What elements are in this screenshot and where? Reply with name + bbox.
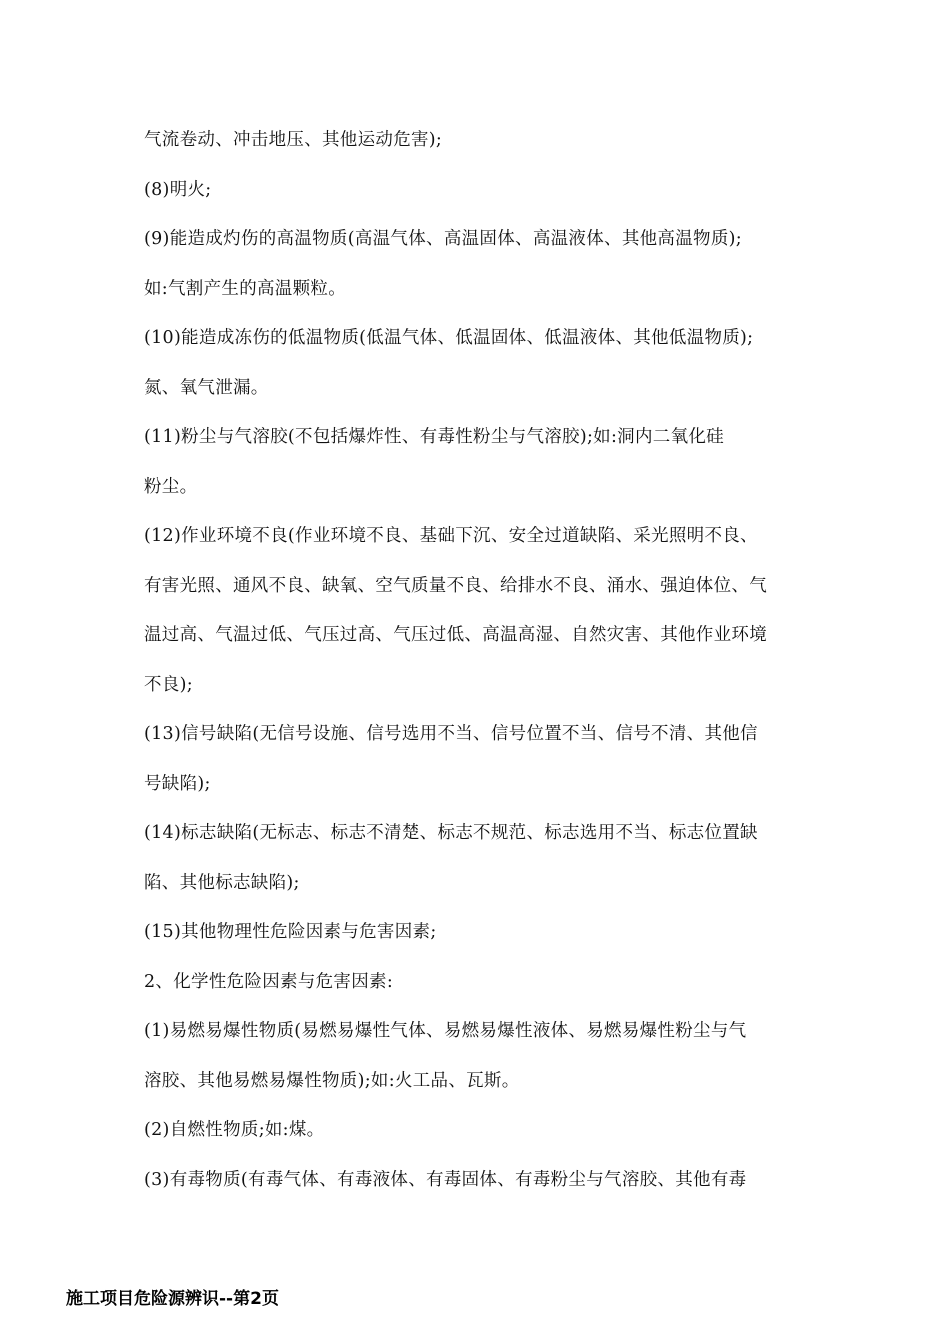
- text-line: 粉尘。: [144, 476, 198, 497]
- page-footer: 施工项目危险源辨识--第2页: [66, 1289, 279, 1309]
- text-line: (3)有毒物质(有毒气体、有毒液体、有毒固体、有毒粉尘与气溶胶、其他有毒: [144, 1169, 747, 1190]
- text-line: 溶胶、其他易燃易爆性物质);如:火工品、瓦斯。: [144, 1070, 520, 1091]
- text-line: (12)作业环境不良(作业环境不良、基础下沉、安全过道缺陷、采光照明不良、: [144, 526, 758, 546]
- text-line: (14)标志缺陷(无标志、标志不清楚、标志不规范、标志选用不当、标志位置缺: [144, 823, 758, 843]
- text-line: (11)粉尘与气溶胶(不包括爆炸性、有毒性粉尘与气溶胶);如:洞内二氧化硅: [144, 427, 724, 447]
- text-line: 不良);: [144, 674, 193, 695]
- text-line: (2)自燃性物质;如:煤。: [144, 1120, 325, 1140]
- text-line: 有害光照、通风不良、缺氧、空气质量不良、给排水不良、涌水、强迫体位、气: [144, 575, 767, 596]
- document-body: [144, 120, 809, 1209]
- text-line: 温过高、气温过低、气压过高、气压过低、高温高湿、自然灾害、其他作业环境: [144, 625, 767, 645]
- text-line: 氮、氧气泄漏。: [144, 377, 269, 398]
- text-line: (10)能造成冻伤的低温物质(低温气体、低温固体、低温液体、其他低温物质);: [144, 328, 754, 348]
- text-line: (9)能造成灼伤的高温物质(高温气体、高温固体、高温液体、其他高温物质);: [144, 229, 742, 249]
- text-line: (13)信号缺陷(无信号设施、信号选用不当、信号位置不当、信号不清、其他信: [144, 724, 758, 744]
- text-line: 陷、其他标志缺陷);: [144, 872, 300, 893]
- text-line: (15)其他物理性危险因素与危害因素;: [144, 922, 437, 942]
- text-line: 2、化学性危险因素与危害因素:: [144, 971, 394, 992]
- text-line: 号缺陷);: [144, 773, 211, 794]
- text-line: (8)明火;: [144, 179, 212, 200]
- text-line: 如:气割产生的高温颗粒。: [144, 278, 346, 299]
- text-line: (1)易燃易爆性物质(易燃易爆性气体、易燃易爆性液体、易燃易爆性粉尘与气: [144, 1021, 747, 1041]
- text-line: 气流卷动、冲击地压、其他运动危害);: [144, 130, 443, 150]
